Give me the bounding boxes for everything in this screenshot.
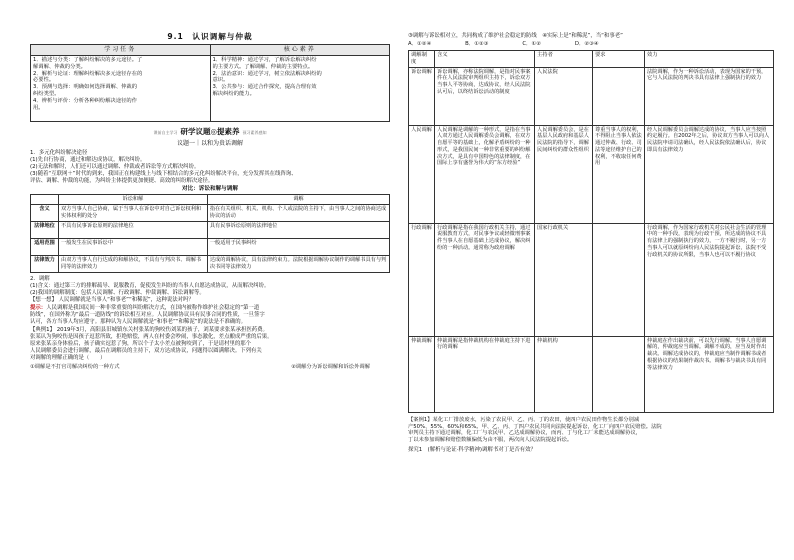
section-banner (30, 126, 390, 139)
compare-cell: 指在有关组织、机关、机构、个人或法院的主持下，由当事人之间的协商达成协议的活动 (207, 204, 389, 221)
task-line: 纠纷类型。 (33, 91, 60, 98)
th-meaning: 含义 (435, 50, 535, 67)
task-line: 2．解析与论证：理解纠纷解决多元途径存在的 (33, 70, 143, 77)
case-line: 丁以未参加调解和赔偿数额偏低为由不服，两次向人民法院提起诉讼。 (408, 437, 573, 444)
example-line: 对调解的理解正确的是（ ） (30, 355, 106, 362)
task-line: 用。 (33, 104, 44, 111)
tip-line: 认可，各方当事人均应遵守。那种认为人民调解就是“和事老”“和稀泥”的说法是不准确的。 (30, 318, 247, 325)
para-line: (1)含义：通过第三方的排解疏导、说服教育，促使发生纠纷的当事人自愿达成协议，从而解决纠纷。 (30, 282, 270, 289)
compare-cell: 不具有民事诉讼原则的法律地位 (59, 221, 208, 238)
case-line: 产50%、55%、60%和65%。甲、乙、丙、丁四户农民共同向法院提起诉讼，化工厂向四户农民赔偿。法院 (408, 423, 662, 430)
row-req (593, 336, 645, 412)
left-column (30, 32, 390, 371)
row-name: 行政调解 (409, 223, 435, 336)
para-line: (3)随着“互联网＋”时代的到来，我国正在构建线上与线下相结合的多元化纠纷解决平台，充分发挥其在线咨询、 (30, 170, 297, 177)
literacy-line: 的主要方式。了解调解、仲裁的主要特点。 (212, 63, 314, 70)
example-block (30, 327, 390, 362)
case-line: 审判员主持下通过调解，化工厂与农民甲、乙达成调解协议，而丙、丁与化工厂未能达成调解协议， (408, 430, 642, 437)
choice-c: C．①② (522, 41, 541, 48)
task-line: 解调解、仲裁的分类。 (33, 63, 86, 70)
compare-cell: 由双方当事人自行达成的和解协议，不具有与判决书、调解书同等的法律效力 (59, 255, 208, 272)
section-mediation (30, 276, 390, 304)
compare-cell: 一般适用于民事纠纷 (207, 238, 389, 255)
banner-main: 研学议题◎提素养 (180, 127, 240, 137)
compare-col1: 诉讼和解 (59, 195, 208, 205)
compare-cell: 具有民事诉讼原则的法律地位 (207, 221, 389, 238)
row-req: 尊重当事人的权利，不得阻止当事人依法通过仲裁、行政、司法等途径维护自己的权利，不收取任何费用 (593, 125, 645, 223)
mediation-table (408, 50, 774, 413)
choice-a: A．①②④ (408, 41, 432, 48)
task-line: 3．预测与选择：明确如何选择调解、仲裁的 (33, 84, 138, 91)
choice-d: D．②③④ (574, 41, 599, 48)
row-name: 诉讼调解 (409, 67, 435, 125)
literacy-line: 3．公共参与：通过合作探究，提高合理有效 (212, 84, 317, 91)
compare-cell: 双方当事人自己协商，属于当事人在诉讼中对自己诉讼权利和实体权利的处分 (59, 204, 208, 221)
row-host: 国家行政机关 (535, 223, 593, 336)
banner-post: 预习素养感知 (242, 129, 267, 135)
topic-heading: 议题一｜以和为贵话调解 (176, 139, 243, 147)
literacy-line: 2．法治意识：通过学习，树立依法解决纠纷的 (212, 70, 322, 77)
th-req: 要求 (593, 50, 645, 67)
para-line: (2)我国的调解制度：包括人民调解、行政调解、仲裁调解、诉讼调解等。 (30, 289, 205, 296)
row-req (593, 223, 645, 336)
th-host: 主持者 (535, 50, 593, 67)
para-line: (2)无法和解时，人们还可以通过调解、仲裁或者诉讼等方式解决纠纷。 (30, 163, 200, 170)
para-line: (1)先自行协商，通过和解达成协议，解决纠纷。 (30, 156, 146, 163)
literacy-line: 意识。 (212, 77, 229, 84)
task-line: 4．辨析与评价：分析各种纠纷解决途径的作 (33, 98, 138, 105)
row-req (593, 67, 645, 125)
example-line: 人民调解委员会进行调解，最后在调解员的主持下，双方达成协议，问题得以圆满解决。下列有关 (30, 348, 262, 355)
para-line: 2．调解 (30, 275, 50, 282)
example-options (30, 364, 390, 371)
objectives-head-tasks: 学习任务 (31, 45, 211, 56)
choice-b: B．①②③ (465, 41, 489, 48)
example-line: 【典例1】 2019年3月，高阳县旧城镇东关村张某的狗咬伤刘某的孩子，刘某要求张某承担医药费。 (30, 327, 268, 333)
compare-title: 对比：诉讼和解与调解 (182, 185, 238, 192)
row-host: 人民法院 (535, 67, 593, 125)
literacy-line: 1．科学精神：通过学习，了解诉讼解决纠纷 (212, 56, 317, 63)
option-item: ②调解分为诉讼调解和诉讼外调解 (291, 364, 370, 371)
tip-line: 防线”，在国外称为“最后一道防线”的诉讼相互对应。人民调解协议具有民事合同的性质，一旦签字 (30, 311, 265, 318)
compare-row-head: 法律效力 (31, 255, 59, 272)
para-line: 【想一想】 人民调解就是当事人“和事老”“和稀泥”，这种说法对吗？ (30, 296, 194, 303)
row-meaning: 仲裁调解是指仲裁机构在仲裁庭主持下进行的调解 (435, 336, 535, 412)
paragraph-multi-resolution (30, 150, 390, 185)
inquiry-question: 探究1 (解析与论证·科学精神)调解书对丁是否有效？ (408, 447, 536, 454)
compare-corner (31, 195, 59, 205)
tip-label: 提示： (30, 304, 47, 311)
row-name: 仲裁调解 (409, 336, 435, 412)
top-options: ③调解与诉讼相对立，共同构成了维护社会稳定的防线 ④实际上是“和稀泥”，当“和事老” (408, 33, 623, 39)
tip-line: 人民调解是我国民间一种非常重要的纠纷解决方式，在国内被称作维护社会稳定的“第一道 (46, 304, 260, 311)
para-line: 评估、调解、仲裁的功能，为纠纷主体提供更加便捷、高效的纠纷解决途径。 (30, 177, 214, 184)
row-effect: 行政调解，作为国家行政机关对公民社会生活的管理中的一种手段，表现为行政干预，所达成的协议不具有法律上的强制执行的效力，一方不履行时，另一方当事人可以就原纠纷向人民法院提起诉讼，法院不受行政机关的协议所限，当事人也可以不履行协议 (645, 223, 774, 336)
objectives-head-literacy: 核心素养 (210, 45, 390, 56)
example-line: 张某认为狗咬伤是因孩子逗惹所致，拒绝赔偿，两人在村委会吵闹，事态激化，差点酿成严重的后果。 (30, 334, 273, 341)
example-line: 原来张某亲身体验后，孩子确实逗惹了狗，所以个子太小差点被狗咬到了，于是请村里的那个 (30, 341, 252, 348)
option-item: ①调解是不打官司解决纠纷的一种方式 (30, 364, 120, 371)
row-meaning: 人民调解是调解的一种形式，是指在当事人双方通过人民调解委员会调解，在双方自愿平等的基础上，化解矛盾纠纷的一种形式，是我国民间一种非常重要的纠纷解决方式，是具有中国特色的法律制度，在国际上享有盛誉为伟大的“东方经验” (435, 125, 535, 223)
task-line: 1．描述与分类：了解纠纷解决的多元途径。了 (33, 56, 143, 63)
th-system: 调解制度 (409, 50, 435, 67)
tip-block (30, 305, 390, 326)
row-effect: 仲裁庭在作出裁决前，可以先行调解。当事人自愿调解的，仲裁庭应当调解。调解不成的，应当及时作出裁决。调解达成协议的，仲裁庭应当制作调解书或者根据协议的结果制作裁决书。调解书与裁决书具有同等法律效力 (645, 336, 774, 412)
literacy-cell (210, 55, 390, 121)
objectives-table (30, 44, 390, 122)
case-line: 【案例1】某化工厂排放废水，污染了农民甲、乙、丙、丁的农田，使四户农民田作物生长都分别减 (408, 416, 640, 423)
row-effect: 经人民调解委员会调解达成的协议，当事人应当按照约定履行。自2002年之后，协议双方当事人可以向人民法院申请司法确认，经人民法院依法确认后，协议即具有法律效力 (645, 125, 774, 223)
compare-cell: 达成的调解协议，具有法律约束力。法院根据调解协议制作的调解书具有与判决书同等法律效力 (207, 255, 389, 272)
tasks-cell (31, 55, 211, 121)
compare-row-head: 适用范围 (31, 238, 59, 255)
row-effect: 法院调解，作为一种诉讼活动，表现为国家的干预，它与人民法院的判决书具有法律上强制执行的效力 (645, 67, 774, 125)
row-meaning: 行政调解是指在我国行政机关主持，通过说服教育方式，对民事争议或轻微刑事案件当事人在自愿基础上达成协议，解决纠纷的一种活动。通常称为政府调解 (435, 223, 535, 336)
th-effect: 效力 (645, 50, 774, 67)
compare-col2: 调解 (207, 195, 389, 205)
case-block (408, 417, 774, 445)
compare-table (30, 194, 390, 273)
compare-row-head: 含义 (31, 204, 59, 221)
row-host: 人民调解委员会，是在基层人民政府和基层人民法院的指导下，调解民间纠纷的群众性组织 (535, 125, 593, 223)
row-meaning: 诉讼调解，亦称法院调解，是指对民事案件在人民法院审判组织主持下，诉讼双方当事人平等协商，达成协议，经人民法院认可后，以终结诉讼活动的制度 (435, 67, 535, 125)
para-line: 1．多元化纠纷解决途径 (30, 149, 88, 156)
page-title: 9.1 认识调解与仲裁 (167, 32, 253, 41)
literacy-line: 解决纠纷的能力。 (212, 91, 255, 98)
right-column (408, 32, 774, 454)
compare-row-head: 法律地位 (31, 221, 59, 238)
row-name: 人民调解 (409, 125, 435, 223)
banner-pre: 课前自主学习 (153, 129, 178, 135)
compare-cell: 一般发生在民事诉讼中 (59, 238, 208, 255)
task-line: 必要性。 (33, 77, 55, 84)
answer-choices (408, 41, 774, 48)
row-host: 仲裁机构 (535, 336, 593, 412)
